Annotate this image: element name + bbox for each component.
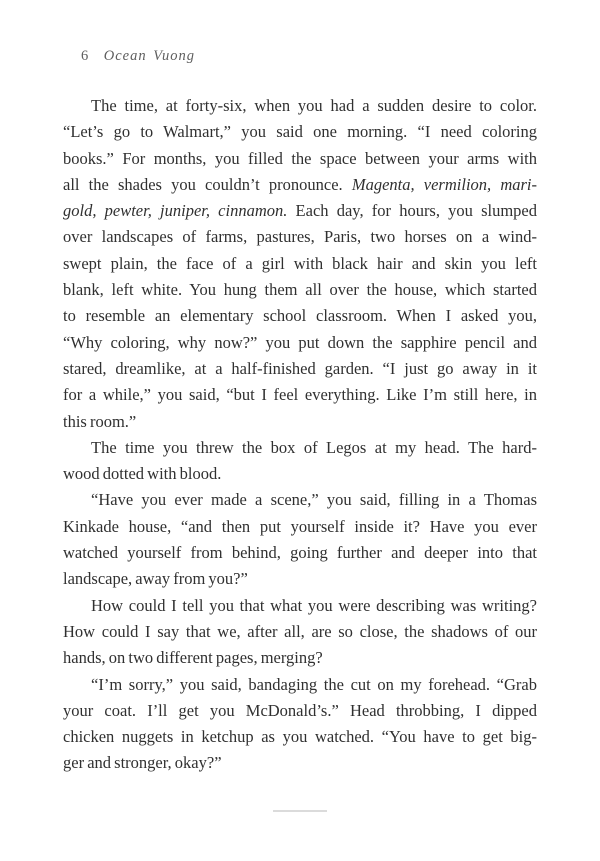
text-line (63, 330, 537, 356)
text-segment: Each day, for hours, you slumped (287, 201, 538, 221)
text-segment: hands, on two different pages, merging? (63, 648, 323, 668)
text-line (63, 698, 537, 724)
running-title: Ocean Vuong (103, 48, 195, 64)
italic-text-segment: gold, pewter, juniper, cinnamon. (63, 201, 288, 221)
text-segment: swept plain, the face of a girl with black hair and skin you left (63, 253, 537, 273)
text-segment: The time you threw the box of Legos at my head. The hard- (91, 437, 537, 457)
text-line (63, 119, 537, 145)
text-segment: Kinkade house, “and then put yourself inside it? Have you ever (63, 516, 537, 536)
text-line (63, 93, 537, 119)
text-segment: “Why coloring, why now?” you put down the sapphire pencil and (63, 332, 537, 352)
text-segment: watched yourself from behind, going further and deeper into that (63, 543, 537, 563)
text-segment: wood dotted with blood. (63, 464, 222, 484)
text-line (63, 566, 537, 592)
text-segment: for a while,” you said, “but I feel everything. Like I’m still here, in (63, 385, 537, 405)
text-segment: stared, dreamlike, at a half-finished garden. “I just go away in it (63, 358, 537, 378)
page-body (63, 93, 537, 777)
section-break-divider (273, 810, 327, 812)
text-segment: “Let’s go to Walmart,” you said one morning. “I need coloring (63, 122, 537, 142)
text-line (63, 645, 537, 671)
text-line (63, 724, 537, 750)
text-segment: How could I say that we, after all, are so close, the shadows of our (63, 621, 537, 641)
text-segment: The time, at forty-six, when you had a sudden desire to color. (91, 96, 537, 115)
text-segment: to resemble an elementary school classroom. When I asked you, (63, 306, 537, 326)
text-segment: ger and stronger, okay?” (63, 753, 222, 773)
text-segment: over landscapes of farms, pastures, Paris, two horses on a wind- (63, 227, 537, 247)
text-line (63, 619, 537, 645)
text-line (63, 172, 537, 198)
italic-text-segment: Magenta, vermilion, mari- (351, 174, 537, 194)
text-line (63, 251, 537, 277)
text-segment: chicken nuggets in ketchup as you watched. “You have to get big- (63, 727, 537, 747)
text-line (63, 540, 537, 566)
text-line (63, 487, 537, 513)
text-line (63, 672, 537, 698)
running-header (81, 48, 195, 65)
text-segment: your coat. I’ll get you McDonald’s.” Head throbbing, I dipped (63, 700, 537, 720)
text-segment: this room.” (63, 411, 137, 431)
text-line (63, 514, 537, 540)
text-line (63, 409, 537, 435)
page-number: 6 (81, 48, 89, 64)
text-segment: How could I tell you that what you were describing was writing? (91, 595, 537, 615)
text-line (63, 461, 537, 487)
text-segment: books.” For months, you filled the space between your arms with (63, 148, 537, 168)
text-line (63, 224, 537, 250)
text-segment: landscape, away from you?” (63, 569, 248, 589)
text-line (63, 146, 537, 172)
text-line (63, 303, 537, 329)
text-line (63, 382, 537, 408)
text-line (63, 356, 537, 382)
text-line (63, 277, 537, 303)
text-line (63, 750, 537, 776)
text-segment: “Have you ever made a scene,” you said, filling in a Thomas (91, 490, 537, 510)
text-segment: all the shades you couldn’t pronounce. (63, 174, 352, 194)
text-line (63, 198, 537, 224)
text-line (63, 593, 537, 619)
text-segment: “I’m sorry,” you said, bandaging the cut on my forehead. “Grab (91, 674, 537, 694)
text-segment: blank, left white. You hung them all over the house, which started (63, 280, 537, 300)
text-line (63, 435, 537, 461)
